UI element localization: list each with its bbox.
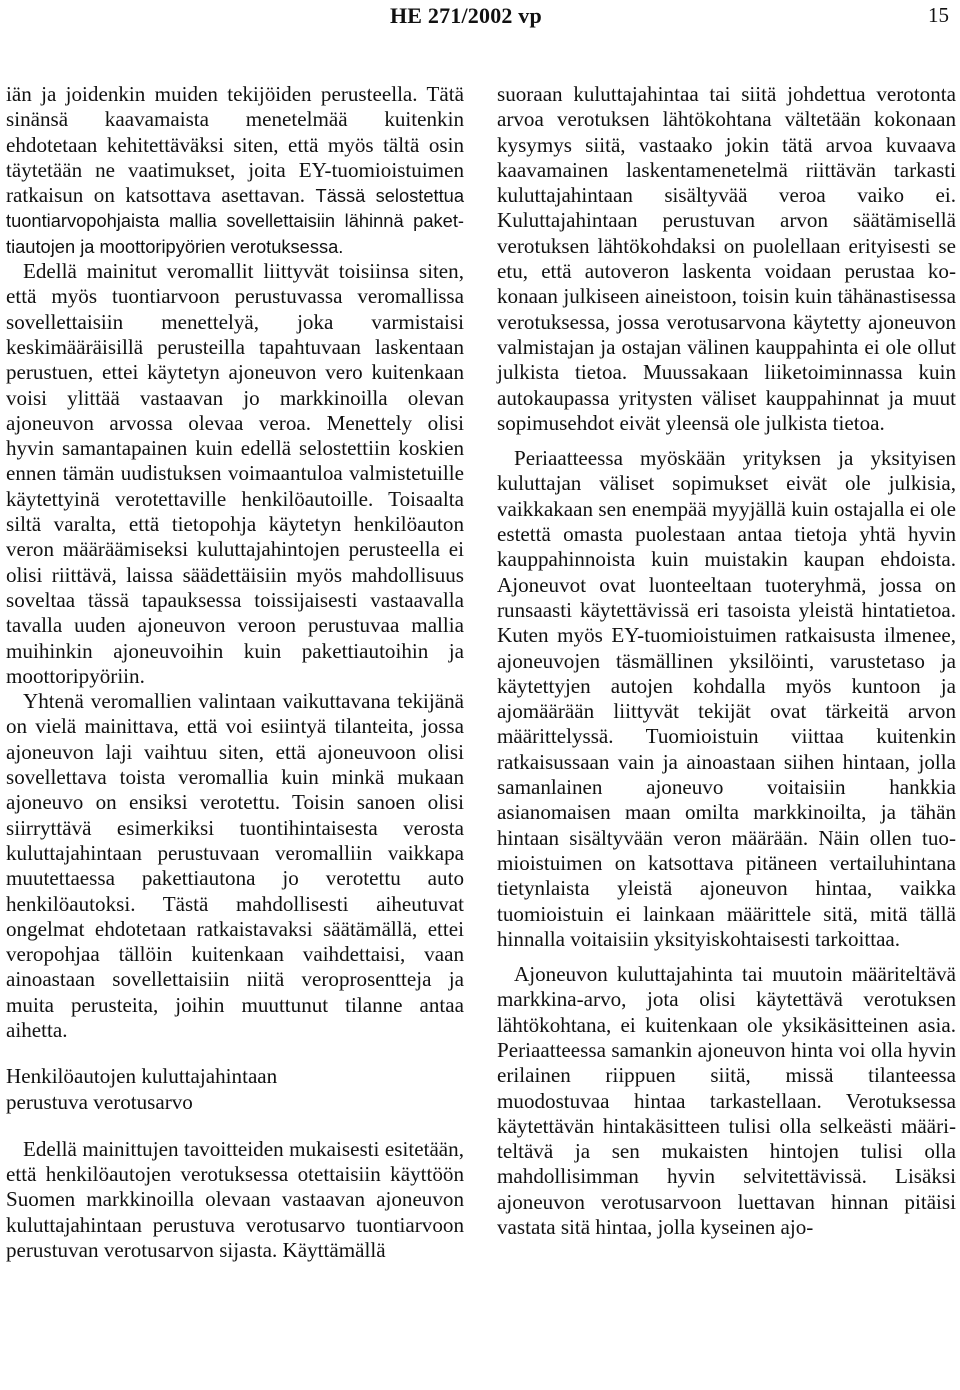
page-number: 15 bbox=[928, 3, 949, 27]
paragraph-5: suoraan kuluttajahintaa tai siitä johdettua verotonta arvoa verotuksen lähtökohtana vältetään kokonaan kysymys siitä, vastaako jokin tätä arvoa kuvaava kaavamainen laskentamenetelmä riittävän tarkasti kuluttajahintaan sisältyvää veroa vaiko ei. Kuluttajahintaan perustuvan arvon säätämisellä verotuksen lähtökohdaksi on puolellaan erityisesti se etu, että autoveron laskenta voidaan perustaa kokonaan julkiseen aineistoon, toisin kuin tähänastisessa verotuksessa, jossa verotusarvona käytetty ajoneuvon valmistajan ja ostajan välinen kauppahinta ei ole ollut julkista tietoa. Muussakaan liiketoiminnassa kuin autokaupassa yritysten väliset kauppahinnat ja muut sopimusehdot eivät yleensä ole julkista tietoa. bbox=[497, 82, 956, 435]
paragraph-7: Ajoneuvon kuluttajahinta tai muutoin määriteltävä markkina-arvo, jota olisi käytettävä verotuksen lähtökohtana, ei kuitenkaan ole yksikäsitteinen asia. Periaatteessa samankin ajoneuvon hinta voi olla hyvin erilainen riippuen siitä, missä tilanteessa muodostuvaa hintaa tarkastellaan. Verotuksessa käytettävän hintakäsitteen tulisi olla selkeästi määriteltävä ja sen mukaisten hintojen tulisi olla mahdollisimman hyvin selvitettävissä. Lisäksi ajoneuvon verotusarvoon luettavan hinnan pitäisi vastata sitä hintaa, jolla kyseinen ajo- bbox=[497, 962, 956, 1240]
paragraph-6: Periaatteessa myöskään yrityksen ja yksityisen kuluttajan väliset sopimukset eivät ole julkisia, vaikkakaan sen enempää myyjällä kuin ostajalla ei ole estettä omasta puolestaan antaa tietoja yhtä hyvin kauppahinnoista kuin muistakin kaupan ehdoista. Ajoneuvot ovat luonteeltaan tuoteryhmä, jossa on runsaasti käytettävissä eri tasoista yleistä hintatietoa. Kuten myös EY-tuomioistuimen ratkaisusta ilmenee, ajoneuvojen täsmällinen yksilöinti, varustetaso ja käytettyjen autojen kohdalla myös kuntoon ja ajomäärään liittyvät tekijät ovat tärkeitä arvon määrittelyssä. Tuomioistuin viittaa kuitenkin ratkaisussaan vain ja ainoastaan siihen hintaan, jolla samanlainen ajoneuvo voitaisiin hankkia asianomaisen maan omilta markkinoilta, ja tähän hintaan sisältyvään veron määrään. Näin ollen tuomioistuimen on katsottava pitäneen vertailuhintana tietynlaista yleistä ajoneuvon hintaa, vaikka tuomioistuin ei lainkaan määrittele sitä, mitä tällä hinnalla voitaisiin yksityiskohtaisesti tarkoittaa. bbox=[497, 446, 956, 951]
paragraph-1-sans-text: Tässä selostettua tuontiarvopohjaista mallia sovellettaisiin lähinnä pakettiautojen ja moottoripyörien verotuksessa. bbox=[6, 185, 464, 257]
document-reference: HE 271/2002 vp bbox=[390, 3, 542, 28]
paragraph-1-serif-text: iän ja joidenkin muiden tekijöiden perusteella. Tätä sinänsä kaavamaista menetelmää kuitenkin ehdotetaan kehitettäväksi siten, että myös tältä osin täytetään ne vaatimukset, joita EY-tuomioistuimen ratkaisun on katsottava asettavan. bbox=[6, 82, 464, 208]
right-column bbox=[497, 82, 956, 1240]
paragraph-1 bbox=[6, 82, 464, 259]
paragraph-4: Edellä mainittujen tavoitteiden mukaisesti esitetään, että henkilöautojen verotuksessa otettaisiin käyttöön Suomen markkinoilla olevaan vastaavan ajoneuvon kuluttajahintaan perustuva verotusarvo tuontiarvoon perustuvan verotusarvon sijasta. Käyttämällä bbox=[6, 1136, 464, 1263]
paragraph-3: Yhtenä veromallien valintaan vaikuttavana tekijänä on vielä mainittava, että voi esiintyä tilanteita, jossa ajoneuvon laji vaihtuu siten, että ajoneuvoon olisi sovellettava toista veromallia kuin minkä mukaan ajoneuvo on ensiksi verotettu. Toisin sanoen olisi siirryttävä esimerkiksi tuontihintaisesta verosta kuluttajahintaan perustuvaan veromalliin vaikkapa muutettaessa pakettiautona jo verotettu auto henkilöautoksi. Tästä mahdollisesti aiheutuvat ongelmat ehdotetaan ratkaistavaksi säätämällä, ettei veropohjaa tällöin kuitenkaan vaihdettaisi, vaan ainoastaan sovellettaisiin niitä veroprosentteja ja muita perusteita, joihin muuttunut tilanne antaa aihetta. bbox=[6, 689, 464, 1042]
paragraph-2: Edellä mainitut veromallit liittyvät toisiinsa siten, että myös tuontiarvoon perustuvassa veromallissa sovellettaisiin menettelyä, joka varmistaisi keskimääräisillä perusteilla tapahtuvaan laskentaan perustuen, ettei käytetyn ajoneuvon vero kuitenkaan voisi ylittää vastaavan jo markkinoilla olevan ajoneuvon arvossa olevaa veroa. Menettely olisi hyvin samantapainen kuin edellä selostettiin koskien ennen tämän uudistuksen voimaantuloa valmistetuille käytettyinä verotettaville henkilöautoille. Toisaalta siltä varalta, että tietopohja käytetyn henkilöauton veron määräämiseksi kuluttajahintojen perusteella ei olisi riittävä, laissa säädettäisiin myös mahdollisuus soveltaa tässä tapauksessa toissijaisesti vastaavalla tavalla uuden ajoneuvon veroon perustuvaa mallia muihinkin ajoneuvoihin kuin pakettiautoihin ja moottoripyöriin. bbox=[6, 259, 464, 688]
left-column bbox=[6, 82, 464, 1263]
section-heading: Henkilöautojen kuluttajahintaan perustuva verotusarvo bbox=[6, 1064, 278, 1114]
